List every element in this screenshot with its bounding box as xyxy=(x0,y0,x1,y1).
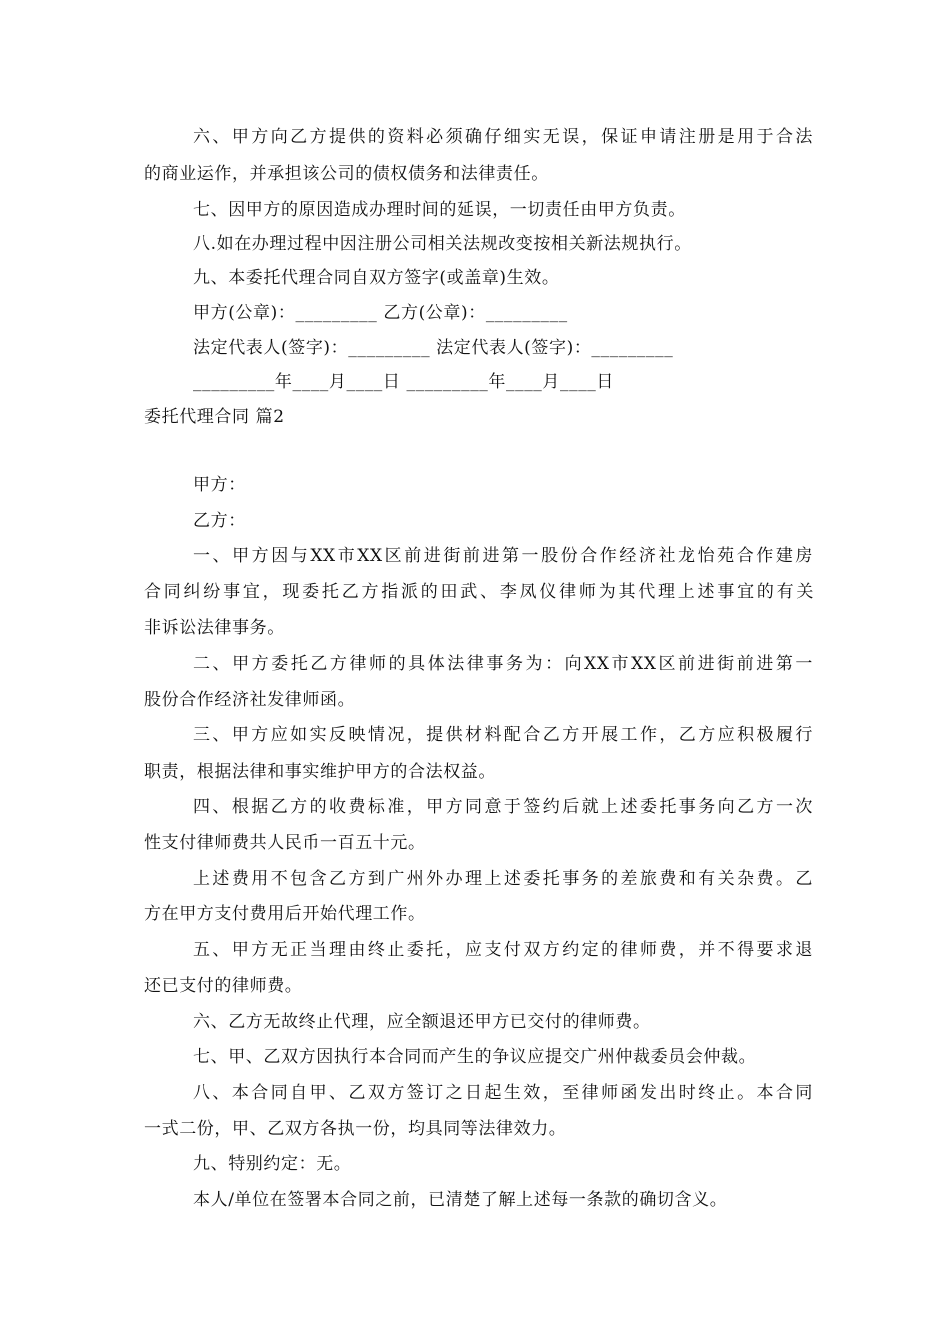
body-clause-7: 七、甲、乙双方因执行本合同而产生的争议应提交广州仲裁委员会仲裁。 xyxy=(193,1047,757,1067)
clause-8: 八.如在办理过程中因注册公司相关法规改变按相关新法规执行。 xyxy=(193,234,692,254)
body-clause-8-line-2: 一式二份，甲、乙双方各执一份，均具同等法律效力。 xyxy=(144,1119,567,1139)
body-clause-4-line-1: 四、根据乙方的收费标准，甲方同意于签约后就上述委托事务向乙方一次 xyxy=(193,797,813,817)
body-clause-9: 九、特别约定：无。 xyxy=(193,1154,352,1174)
clause-9: 九、本委托代理合同自双方签字(或盖章)生效。 xyxy=(193,268,560,288)
body-clause-2-line-2: 股份合作经济社发律师函。 xyxy=(144,690,356,710)
body-clause-5-line-2: 还已支付的律师费。 xyxy=(144,976,303,996)
clause-6-line-1: 六、甲方向乙方提供的资料必须确仔细实无误，保证申请注册是用于合法 xyxy=(193,127,813,147)
body-clause-1-line-2: 合同纠纷事宜，现委托乙方指派的田武、李凤仪律师为其代理上述事宜的有关 xyxy=(144,582,814,602)
signature-seal-line: 甲方(公章)：_________ 乙方(公章)：_________ xyxy=(193,303,568,323)
clause-6-line-2: 的商业运作，并承担该公司的债权债务和法律责任。 xyxy=(144,164,549,184)
body-clause-3-line-2: 职责，根据法律和事实维护甲方的合法权益。 xyxy=(144,762,496,782)
party-a-label: 甲方： xyxy=(193,475,246,495)
body-clause-6: 六、乙方无故终止代理，应全额退还甲方已交付的律师费。 xyxy=(193,1012,651,1032)
body-clause-3-line-1: 三、甲方应如实反映情况，提供材料配合乙方开展工作，乙方应积极履行 xyxy=(193,725,813,745)
signature-legal-rep-line: 法定代表人(签字)：_________ 法定代表人(签字)：_________ xyxy=(193,338,674,358)
body-clause-8-line-1: 八、本合同自甲、乙双方签订之日起生效，至律师函发出时终止。本合同 xyxy=(193,1083,813,1103)
party-b-label: 乙方： xyxy=(193,511,246,531)
body-clause-1-line-3: 非诉讼法律事务。 xyxy=(144,618,285,638)
body-clause-5-line-1: 五、甲方无正当理由终止委托，应支付双方约定的律师费，并不得要求退 xyxy=(193,940,813,960)
body-acknowledgement: 本人/单位在签署本合同之前，已清楚了解上述每一条款的确切含义。 xyxy=(193,1190,728,1210)
body-clause-1-line-1: 一、甲方因与XX市XX区前进街前进第一股份合作经济社龙怡苑合作建房 xyxy=(193,546,813,566)
body-clause-2-line-1: 二、甲方委托乙方律师的具体法律事务为：向XX市XX区前进街前进第一 xyxy=(193,654,813,674)
section-title: 委托代理合同 篇2 xyxy=(144,407,285,427)
body-fee-note-line-1: 上述费用不包含乙方到广州外办理上述委托事务的差旅费和有关杂费。乙 xyxy=(193,869,813,889)
body-clause-4-line-2: 性支付律师费共人民币一百五十元。 xyxy=(144,833,426,853)
signature-date-line: _________年____月____日 _________年____月____日 xyxy=(193,372,615,392)
body-fee-note-line-2: 方在甲方支付费用后开始代理工作。 xyxy=(144,904,426,924)
clause-7: 七、因甲方的原因造成办理时间的延误，一切责任由甲方负责。 xyxy=(193,200,686,220)
